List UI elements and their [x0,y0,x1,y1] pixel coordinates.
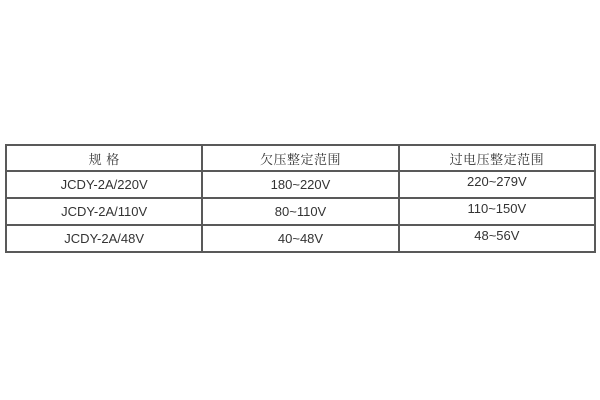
table-header-row [6,145,595,171]
spec-cell: JCDY-2A/110V [6,198,202,225]
column-header-overvoltage-range: 过电压整定范围 [399,145,595,171]
column-header-spec: 规 格 [6,145,202,171]
table-row [6,198,595,225]
spec-cell: JCDY-2A/48V [6,225,202,252]
overvoltage-range-value: 220~279V [467,174,527,189]
overvoltage-range-value: 110~150V [467,201,527,216]
overvoltage-range-cell [399,198,595,225]
overvoltage-range-cell [399,171,595,198]
overvoltage-range-value: 48~56V [474,228,520,243]
spec-cell: JCDY-2A/220V [6,171,202,198]
table-row [6,225,595,252]
column-header-undervoltage-range: 欠压整定范围 [202,145,398,171]
undervoltage-range-cell: 40~48V [202,225,398,252]
table-row [6,171,595,198]
undervoltage-range-cell: 180~220V [202,171,398,198]
spec-table [5,144,596,253]
overvoltage-range-cell [399,225,595,252]
undervoltage-range-cell: 80~110V [202,198,398,225]
